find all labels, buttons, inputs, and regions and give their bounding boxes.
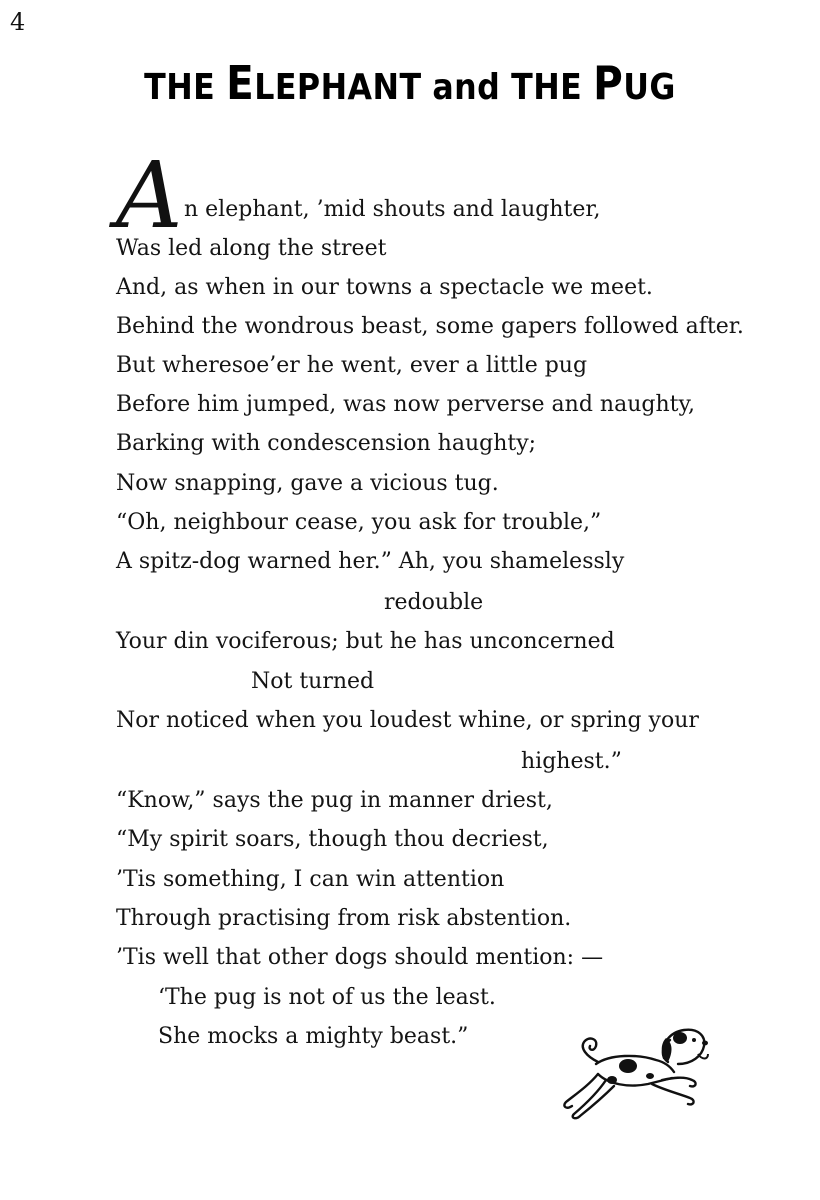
poem-line: “My spirit soars, though thou decriest, (116, 827, 549, 852)
poem-line: ’Tis something, I can win attention (116, 867, 505, 892)
poem-line: Not turned (251, 669, 375, 694)
poem-line: A spitz-dog warned her.” Ah, you shamelessly (116, 549, 625, 574)
page-number: 4 (10, 8, 26, 36)
poem-line: “Oh, neighbour cease, you ask for trouble,” (116, 510, 602, 535)
poem-line: But wheresoe’er he went, ever a little pug (116, 353, 588, 378)
poem-line: highest.” (521, 749, 622, 774)
poem-line: Behind the wondrous beast, some gapers followed after. (116, 314, 744, 339)
poem-line: And, as when in our towns a spectacle we meet. (116, 275, 653, 300)
poem-line: “Know,” says the pug in manner driest, (116, 788, 553, 813)
poem-line: n elephant, ’mid shouts and laughter, (184, 197, 601, 222)
poem-line: Your din vociferous; but he has unconcerned (116, 629, 615, 654)
poem-line: redouble (384, 590, 484, 615)
page-title: THE ELEPHANT and THE PUG (144, 56, 676, 110)
poem-line: ’Tis well that other dogs should mention: — (116, 945, 604, 970)
drop-cap: A (116, 142, 183, 249)
poem-line: She mocks a mighty beast.” (158, 1024, 469, 1049)
poem-line: Was led along the street (116, 236, 387, 261)
poem-line: Through practising from risk abstention. (116, 906, 572, 931)
running-dog-icon (552, 1018, 717, 1122)
poem-line: Barking with condescension haughty; (116, 431, 537, 456)
poem-line: Before him jumped, was now perverse and naughty, (116, 392, 695, 417)
poem-line: Now snapping, gave a vicious tug. (116, 471, 499, 496)
poem-line: ‘The pug is not of us the least. (158, 985, 496, 1010)
poem-line: Nor noticed when you loudest whine, or spring your (116, 708, 699, 733)
